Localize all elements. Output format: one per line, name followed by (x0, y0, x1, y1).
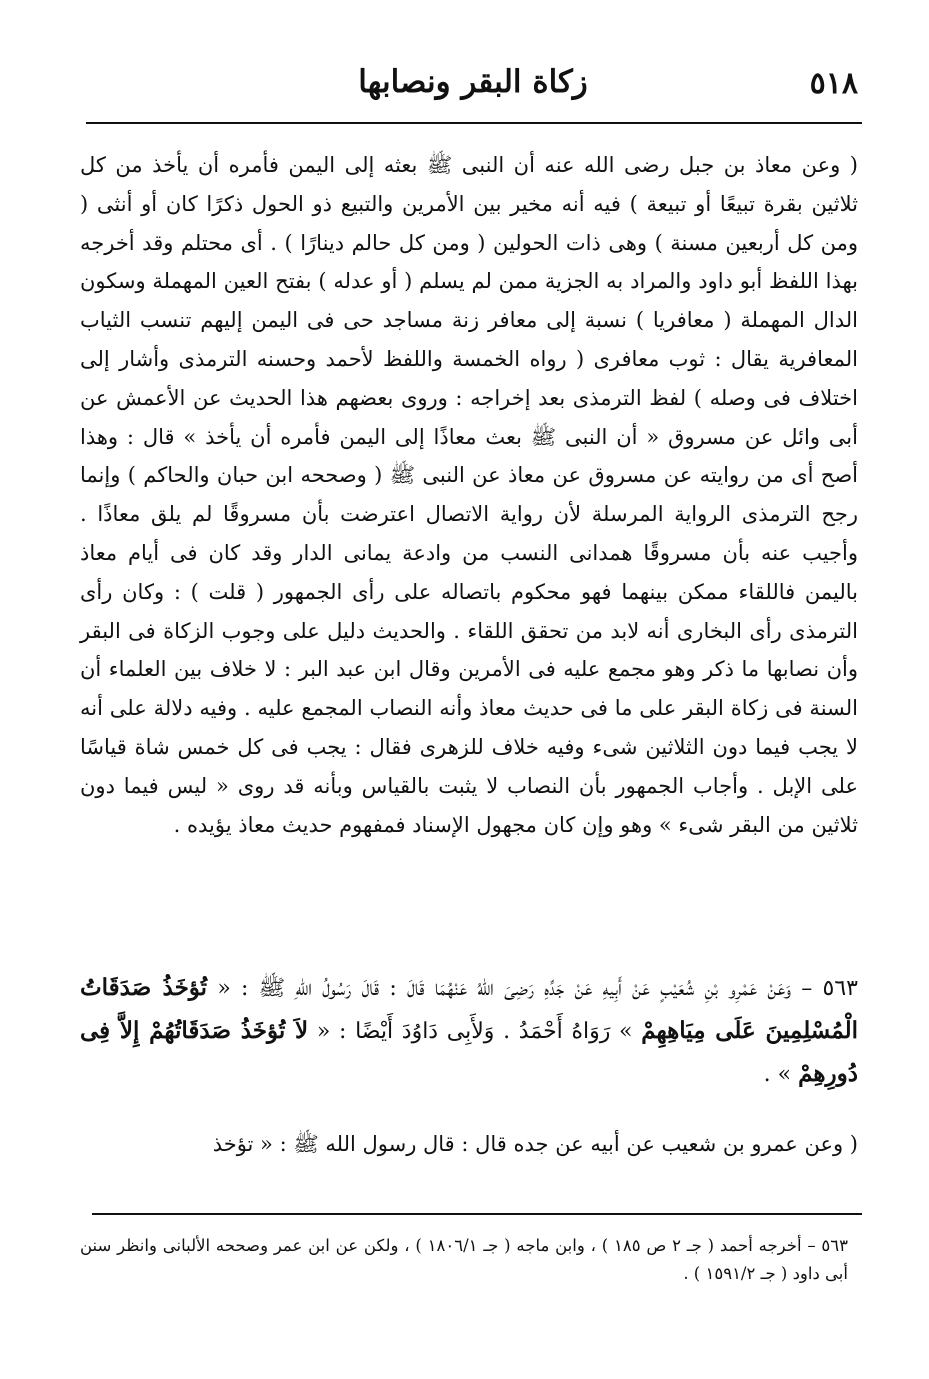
hadith-mid: » رَوَاهُ أَحْمَدُ . وَلأَبِى دَاوُدَ أَيْضًا : « (316, 1019, 633, 1044)
commentary-continuation (80, 1124, 858, 1164)
header-divider (86, 122, 862, 124)
hadith-paragraph (80, 967, 858, 1096)
hadith-text-2: لاَ تُؤخَذُ صَدَقَاتُهُمْ إِلاَّ فِى دُورِهِمْ (80, 1017, 858, 1087)
commentary-section (80, 146, 858, 844)
footnote-divider (92, 1213, 862, 1215)
commentary-paragraph: ( وعن معاذ بن جبل رضى الله عنه أن النبى ﷺ بعثه إلى اليمن فأمره أن يأخذ من كل ثلاثين بقرة تبيعًا أو تبيعة ) فيه أنه مخير بين الأمرين والتبيع ذو الحول ذكرًا كان أو أنثى ( ومن كل أربعين مسنة ) وهى ذات الحولين ( ومن كل حالم دينارًا ) . أى محتلم وقد أخرجه بهذا اللفظ أبو داود والمراد به الجزية ممن لم يسلم ( أو عدله ) بفتح العين المهملة وسكون الدال المهملة ( معافريا ) نسبة إلى معافر زنة مساجد حى فى اليمن إليهم تنسب الثياب المعافرية يقال : ثوب معافرى ( رواه الخمسة واللفظ لأحمد وحسنه الترمذى وأشار إلى اختلاف فى وصله ) لفظ الترمذى بعد إخراجه : وروى بعضهم هذا الحديث عن الأعمش عن أبى وائل عن مسروق « أن النبى ﷺ بعث معاذًا إلى اليمن فأمره أن يأخذ » قال : وهذا أصح أى من روايته عن مسروق عن معاذ عن النبى ﷺ ( وصححه ابن حبان والحاكم ) وإنما رجح الترمذى الرواية المرسلة لأن رواية الاتصال اعترضت بأن مسروقًا لم يلق معاذًا . وأجيب عنه بأن مسروقًا همدانى النسب من وادعة يمانى الدار وقد كان فى أيام معاذ باليمن فاللقاء ممكن بينهما فهو محكوم باتصاله على رأى الجمهور ( قلت ) : وكان رأى الترمذى رأى البخارى أنه لابد من تحقق اللقاء . والحديث دليل على وجوب الزكاة فى البقر وأن نصابها ما ذكر وهو مجمع عليه فى الأمرين وقال ابن عبد البر : لا خلاف بين العلماء أن السنة فى زكاة البقر على ما فى حديث معاذ وأنه النصاب المجمع عليه . وفيه دلالة على أنه لا يجب فيما دون الثلاثين شىء وفيه خلاف للزهرى فقال : يجب فى كل خمس شاة قياسًا على الإبل . وأجاب الجمهور بأن النصاب لا يثبت بالقياس وبأنه قد روى « ليس فيما دون ثلاثين من البقر شىء » وهو وإن كان مجهول الإسناد فمفهوم حديث معاذ يؤيده . (80, 153, 858, 837)
page-header (88, 62, 858, 114)
hadith-563 (80, 967, 858, 1096)
commentary-line: ( وعن عمرو بن شعيب عن أبيه عن جده قال : قال رسول الله ﷺ : « تؤخذ (212, 1132, 858, 1156)
page-number: ٥١٨ (809, 66, 858, 101)
footnote-text: ٥٦٣ – أخرجه أحمد ( جـ ٢ ص ١٨٥ ) ، وابن ماجه ( جـ ١٨٠٦/١ ) ، ولكن عن ابن عمر وصححه الألبانى وانظر سنن أبى داود ( جـ ١٥٩١/٢ ) . (80, 1236, 848, 1283)
footnote-section (80, 1232, 848, 1288)
hadith-text-1: تُؤخَذُ صَدَقَاتُ الْمُسْلِمِينَ عَلَى مِيَاهِهِمْ (80, 974, 859, 1044)
hadith-end: » . (763, 1062, 792, 1087)
running-title: زكاة البقر ونصابها (358, 64, 588, 100)
hadith-intro: ٥٦٣ – وَعَنْ عَمْرِو بْنِ شُعَيْبٍ عَنْ أَبِيهِ عَنْ جَدِّهِ رَضِىَ اللهُ عَنْهُمَا قَالَ : قَالَ رَسُولُ اللهِ ﷺ : « (217, 976, 858, 1001)
